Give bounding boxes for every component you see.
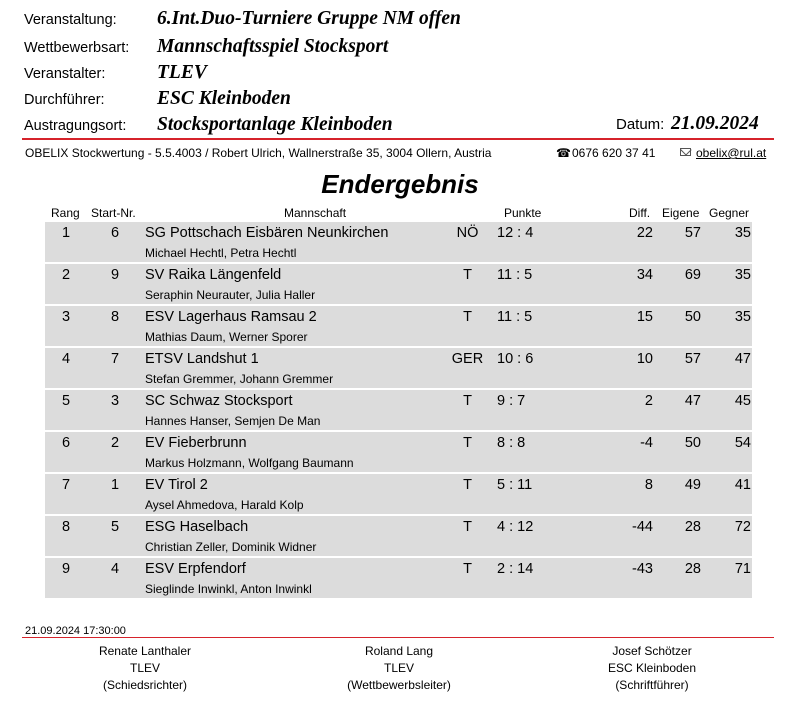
field-label: Durchführer: — [24, 92, 105, 108]
rang-cell: 2 — [61, 267, 71, 283]
col-header-rang: Rang — [51, 206, 80, 220]
diff-cell: -4 — [640, 435, 653, 451]
eigene-cell: 49 — [684, 477, 701, 493]
envelope-icon — [680, 148, 691, 156]
signature-schiedsrichter — [45, 643, 245, 694]
punkte-cell: 11 : 5 — [497, 267, 533, 283]
col-header-punkte: Punkte — [504, 206, 542, 220]
field-value: Stocksportanlage Kleinboden — [157, 114, 393, 135]
eigene-cell: 57 — [684, 225, 701, 241]
field-label: Wettbewerbsart: — [24, 40, 130, 56]
players-cell: Markus Holzmann, Wolfgang Baumann — [145, 456, 354, 470]
rang-cell: 9 — [61, 561, 71, 577]
field-value: 6.Int.Duo-Turniere Gruppe NM offen — [157, 8, 461, 29]
diff-cell: -44 — [632, 519, 653, 535]
col-header-start: Start-Nr. — [91, 206, 136, 220]
header-field-veranstaltung — [0, 8, 800, 32]
punkte-cell: 2 : 14 — [497, 561, 534, 577]
field-label: Austragungsort: — [24, 118, 127, 134]
eigene-cell: 69 — [684, 267, 701, 283]
signature-name: Josef Schötzer — [612, 644, 692, 658]
punkte-cell: 4 : 12 — [497, 519, 534, 535]
datum-label: Datum: — [616, 116, 665, 133]
signature-org: TLEV — [129, 661, 160, 675]
signature-schriftfuehrer — [552, 643, 752, 694]
start-cell: 8 — [110, 309, 120, 325]
rang-cell: 3 — [61, 309, 71, 325]
region-cell: NÖ — [456, 225, 479, 241]
diff-cell: 15 — [636, 309, 653, 325]
team-cell: SV Raika Längenfeld — [145, 267, 282, 283]
players-cell: Michael Hechtl, Petra Hechtl — [145, 246, 297, 260]
team-cell: ETSV Landshut 1 — [145, 351, 259, 367]
start-cell: 4 — [110, 561, 120, 577]
header-field-durchfuehrer — [0, 88, 800, 112]
table-row — [45, 432, 752, 472]
team-cell: SC Schwaz Stocksport — [145, 393, 293, 409]
signature-role: (Schriftführer) — [615, 678, 689, 692]
signature-role: (Schiedsrichter) — [102, 678, 188, 692]
col-header-diff: Diff. — [629, 206, 651, 220]
region-cell: T — [463, 561, 472, 577]
col-header-gegner: Gegner — [709, 206, 750, 220]
punkte-cell: 10 : 6 — [497, 351, 534, 367]
signature-wettbewerbsleiter — [299, 643, 499, 694]
punkte-cell: 12 : 4 — [497, 225, 534, 241]
diff-cell: 10 — [636, 351, 653, 367]
field-label: Veranstalter: — [24, 66, 106, 82]
eigene-cell: 57 — [684, 351, 701, 367]
gegner-cell: 35 — [734, 309, 751, 325]
diff-cell: 34 — [636, 267, 653, 283]
col-header-mannschaft: Mannschaft — [284, 206, 347, 220]
signature-role: (Wettbewerbsleiter) — [347, 678, 451, 692]
rang-cell: 1 — [61, 225, 71, 241]
start-cell: 5 — [110, 519, 120, 535]
team-cell: ESG Haselbach — [145, 519, 249, 535]
gegner-cell: 72 — [734, 519, 751, 535]
gegner-cell: 35 — [734, 225, 751, 241]
start-cell: 7 — [110, 351, 120, 367]
region-cell: T — [463, 267, 472, 283]
players-cell: Aysel Ahmedova, Harald Kolp — [145, 498, 304, 512]
footer-divider — [22, 637, 774, 638]
players-cell: Hannes Hanser, Semjen De Man — [145, 414, 321, 428]
team-cell: SG Pottschach Eisbären Neunkirchen — [145, 225, 389, 241]
signature-org: ESC Kleinboden — [607, 661, 697, 675]
players-cell: Christian Zeller, Dominik Widner — [145, 540, 317, 554]
punkte-cell: 9 : 7 — [497, 393, 526, 409]
gegner-cell: 45 — [734, 393, 751, 409]
rang-cell: 8 — [61, 519, 71, 535]
software-info: OBELIX Stockwertung - 5.5.4003 / Robert Ulrich, Wallnerstraße 35, 3004 Ollern, Austria — [25, 146, 492, 160]
region-cell: T — [463, 435, 472, 451]
start-cell: 2 — [110, 435, 120, 451]
region-cell: T — [463, 309, 472, 325]
diff-cell: -43 — [632, 561, 653, 577]
print-timestamp: 21.09.2024 17:30:00 — [25, 625, 126, 637]
eigene-cell: 50 — [684, 309, 701, 325]
players-cell: Mathias Daum, Werner Sporer — [145, 330, 308, 344]
gegner-cell: 54 — [734, 435, 751, 451]
table-row — [45, 474, 752, 514]
eigene-cell: 47 — [684, 393, 701, 409]
region-cell: GER — [451, 351, 484, 367]
datum-value: 21.09.2024 — [671, 113, 759, 134]
team-cell: EV Tirol 2 — [145, 477, 208, 493]
players-cell: Stefan Gremmer, Johann Gremmer — [145, 372, 334, 386]
gegner-cell: 71 — [734, 561, 751, 577]
table-row — [45, 222, 752, 262]
table-row — [45, 558, 752, 598]
rang-cell: 5 — [61, 393, 71, 409]
punkte-cell: 11 : 5 — [497, 309, 533, 325]
team-cell: EV Fieberbrunn — [145, 435, 247, 451]
gegner-cell: 41 — [734, 477, 751, 493]
table-row — [45, 348, 752, 388]
diff-cell: 8 — [644, 477, 653, 493]
field-value: Mannschaftsspiel Stocksport — [157, 36, 389, 57]
eigene-cell: 28 — [684, 519, 701, 535]
header-divider — [22, 138, 774, 140]
rang-cell: 7 — [61, 477, 71, 493]
start-cell: 6 — [110, 225, 120, 241]
region-cell: T — [463, 477, 472, 493]
diff-cell: 2 — [644, 393, 653, 409]
start-cell: 1 — [110, 477, 120, 493]
field-value: TLEV — [157, 62, 207, 83]
players-cell: Seraphin Neurauter, Julia Haller — [145, 288, 316, 302]
page-title: Endergebnis — [321, 169, 479, 199]
gegner-cell: 47 — [734, 351, 751, 367]
punkte-cell: 8 : 8 — [497, 435, 526, 451]
col-header-eigene: Eigene — [662, 206, 700, 220]
phone-number: 0676 620 37 41 — [572, 146, 656, 160]
gegner-cell: 35 — [734, 267, 751, 283]
punkte-cell: 5 : 11 — [497, 477, 533, 493]
field-label: Veranstaltung: — [24, 12, 117, 28]
team-cell: ESV Lagerhaus Ramsau 2 — [145, 309, 317, 325]
diff-cell: 22 — [636, 225, 653, 241]
start-cell: 9 — [110, 267, 120, 283]
header-field-wettbewerbsart — [0, 36, 800, 60]
field-value: ESC Kleinboden — [157, 88, 291, 109]
phone-icon: ☎ — [556, 146, 571, 160]
table-row — [45, 264, 752, 304]
region-cell: T — [463, 393, 472, 409]
players-cell: Sieglinde Inwinkl, Anton Inwinkl — [145, 582, 312, 596]
header-field-veranstalter — [0, 62, 800, 86]
eigene-cell: 28 — [684, 561, 701, 577]
rang-cell: 6 — [61, 435, 71, 451]
start-cell: 3 — [110, 393, 120, 409]
signature-name: Renate Lanthaler — [98, 644, 192, 658]
signature-org: TLEV — [383, 661, 414, 675]
table-row — [45, 516, 752, 556]
eigene-cell: 50 — [684, 435, 701, 451]
team-cell: ESV Erpfendorf — [145, 561, 246, 577]
table-row — [45, 306, 752, 346]
rang-cell: 4 — [61, 351, 71, 367]
region-cell: T — [463, 519, 472, 535]
table-row — [45, 390, 752, 430]
signature-name: Roland Lang — [364, 644, 434, 658]
email-link[interactable]: obelix@rul.at — [696, 146, 767, 160]
